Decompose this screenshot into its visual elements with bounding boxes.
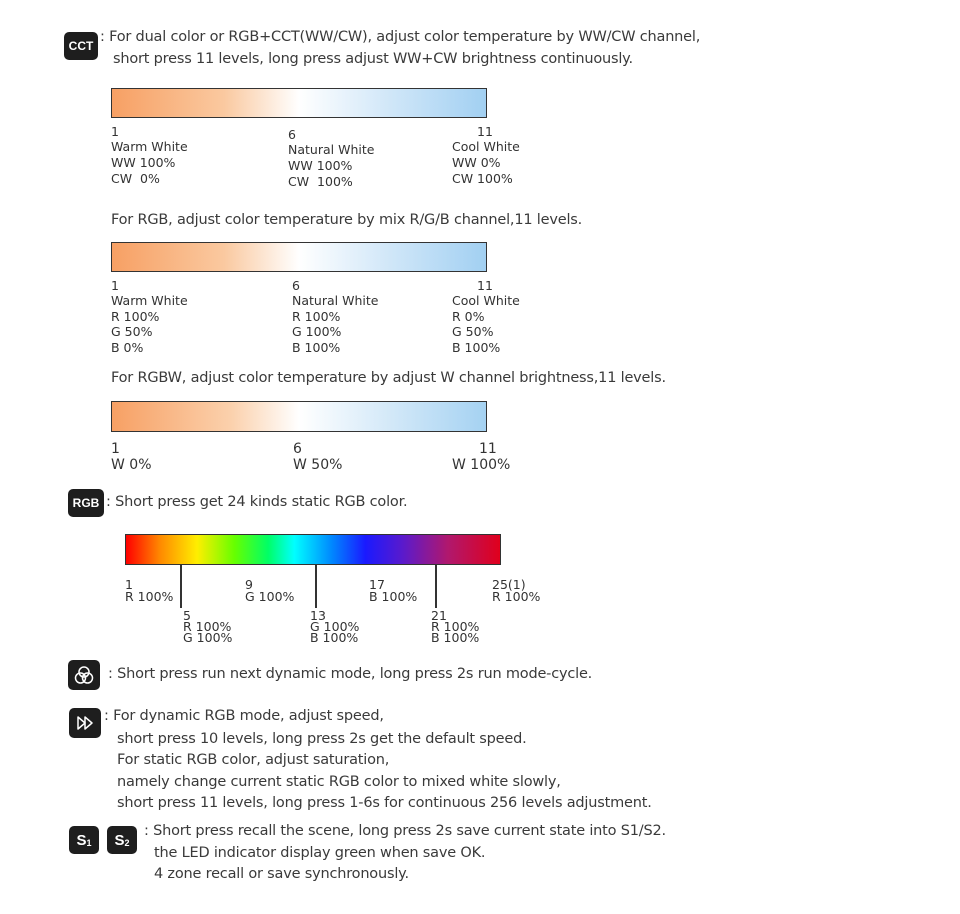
rgbw-gradient-bar [111,401,487,432]
s1-icon [69,826,99,854]
cct-bar1-left-level: 1 [111,124,119,139]
scene-description-line-2: the LED indicator display green when save OK. [154,845,486,861]
cct-bar1-mid-ww: WW 100% [288,158,353,173]
rgbw-description: For RGBW, adjust color temperature by adjust W channel brightness,11 levels. [111,370,666,386]
cct-bar2-left-level: 1 [111,278,119,293]
cct-bar2-mid-b: B 100% [292,340,341,355]
rgb-label-1-value: R 100% [125,589,174,604]
s1-letter: S [76,831,87,849]
speed-description-line-2: short press 10 levels, long press 2s get the default speed. [117,731,527,747]
cct-description-line-1: : For dual color or RGB+CCT(WW/CW), adjust color temperature by WW/CW channel, [100,29,701,45]
cct-bar2-mid-r: R 100% [292,309,341,324]
cct-bar2-right-level: 11 [477,278,493,293]
s2-icon [107,826,137,854]
cct-bar1-mid-name: Natural White [288,142,375,157]
rgb-tick-21 [435,564,437,608]
cct-bar1-right-cw: CW 100% [452,171,513,186]
rgb-label-13-level: 13 [310,608,326,623]
cct-bar1-right-ww: WW 0% [452,155,501,170]
rgb-label-25-level: 25(1) [492,577,526,592]
mode-description: : Short press run next dynamic mode, long press 2s run mode-cycle. [108,666,593,682]
cct-bar2-mid-name: Natural White [292,293,379,308]
rgb-label-13-b: B 100% [310,630,359,645]
cct-bar1-left-ww: WW 100% [111,155,176,170]
rgb-label-13-g: G 100% [310,619,360,634]
cct-bar2-left-g: G 50% [111,324,153,339]
mode-key [68,660,100,690]
rgb-label-9-level: 9 [245,577,253,592]
rgb-tick-5 [180,564,182,608]
cct-bar3-right-w: W 100% [452,457,511,473]
speed-description-line-5: short press 11 levels, long press 1-6s for continuous 256 levels adjustment. [117,795,652,811]
rgb-icon: RGB [68,489,104,517]
cct-bar2-left-b: B 0% [111,340,144,355]
scene-description-line-3: 4 zone recall or save synchronously. [154,866,409,882]
scene-description-line-1: : Short press recall the scene, long press 2s save current state into S1/S2. [144,823,666,839]
rgb-label-1-level: 1 [125,577,133,592]
rgb-description: : Short press get 24 kinds static RGB color. [106,494,408,510]
cct-description-line-2: short press 11 levels, long press adjust WW+CW brightness continuously. [113,51,633,67]
cct-bar3-mid-level: 6 [293,441,302,457]
rgb-cct-description: For RGB, adjust color temperature by mix R/G/B channel,11 levels. [111,212,583,228]
cct-gradient-bar [111,88,487,118]
cct-bar1-mid-level: 6 [288,127,296,142]
three-circles-icon [73,664,95,686]
s2-subscript: 2 [124,838,130,848]
cct-bar2-left-r: R 100% [111,309,160,324]
cct-bar1-mid-cw: CW 100% [288,174,353,189]
cct-bar3-left-level: 1 [111,441,120,457]
cct-bar1-right-level: 11 [477,124,493,139]
fast-forward-icon [75,715,95,731]
s1-subscript: 1 [86,838,92,848]
rgb-label-17-value: B 100% [369,589,418,604]
speed-description-line-3: For static RGB color, adjust saturation, [117,752,390,768]
cct-bar3-mid-w: W 50% [293,457,343,473]
rgb-label-5-g: G 100% [183,630,233,645]
cct-bar2-right-g: G 50% [452,324,494,339]
rgb-label-5-level: 5 [183,608,191,623]
rgb-cct-gradient-bar [111,242,487,272]
speed-key [69,708,101,738]
cct-bar2-right-name: Cool White [452,293,520,308]
rgb-label-17-level: 17 [369,577,385,592]
cct-bar2-mid-g: G 100% [292,324,342,339]
speed-description-line-1: : For dynamic RGB mode, adjust speed, [104,708,384,724]
rgb-label-5-r: R 100% [183,619,232,634]
rgb-label-9-value: G 100% [245,589,295,604]
rgb-label-25-value: R 100% [492,589,541,604]
rgb-label-21-level: 21 [431,608,447,623]
speed-description-line-4: namely change current static RGB color to mixed white slowly, [117,774,561,790]
cct-bar1-left-cw: CW 0% [111,171,160,186]
s2-letter: S [114,831,125,849]
rgb-label-21-r: R 100% [431,619,480,634]
cct-bar2-mid-level: 6 [292,278,300,293]
rgb-label-21-b: B 100% [431,630,480,645]
cct-bar3-left-w: W 0% [111,457,152,473]
rgb-rainbow-bar [125,534,501,565]
cct-icon: CCT [64,32,98,60]
cct-bar2-right-r: R 0% [452,309,485,324]
cct-bar1-left-name: Warm White [111,139,188,154]
rgb-tick-13 [315,564,317,608]
cct-bar1-right-name: Cool White [452,139,520,154]
cct-bar2-left-name: Warm White [111,293,188,308]
cct-bar2-right-b: B 100% [452,340,501,355]
cct-bar3-right-level: 11 [479,441,497,457]
